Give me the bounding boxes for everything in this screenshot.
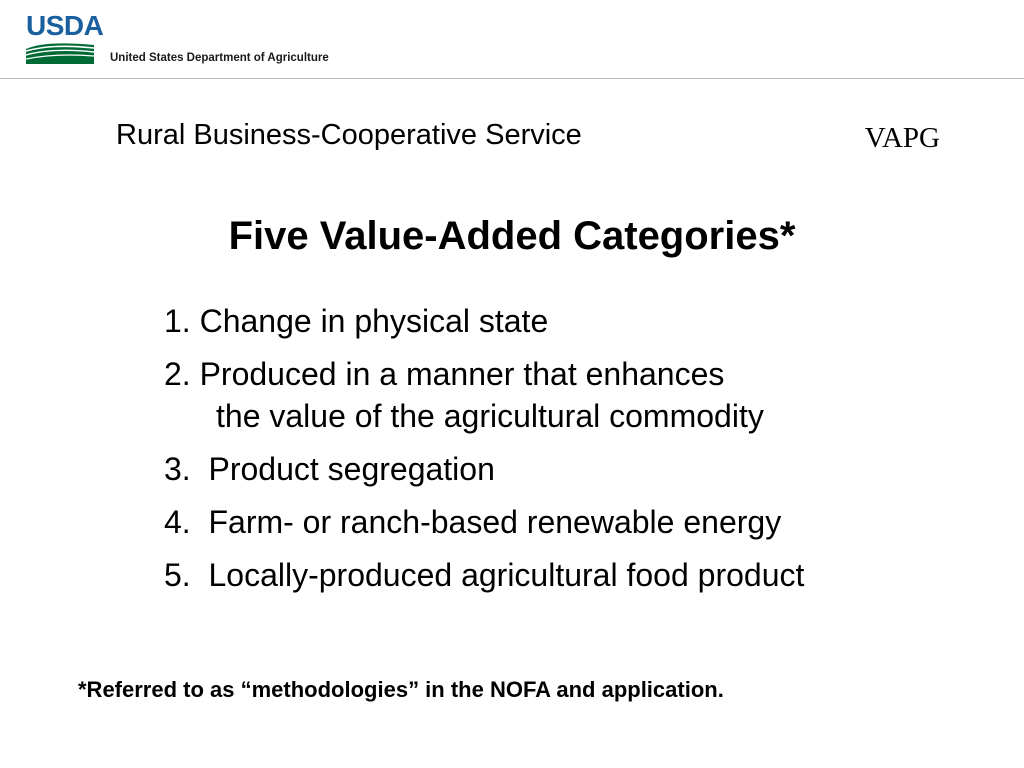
header-divider <box>0 78 1024 79</box>
category-number: 5. <box>164 557 191 593</box>
agency-name: United States Department of Agriculture <box>110 52 329 64</box>
category-text: Locally-produced agricultural food product <box>208 557 805 593</box>
category-item <box>164 501 804 543</box>
category-item <box>164 554 804 596</box>
category-number: 4. <box>164 504 191 540</box>
category-text: Farm- or ranch-based renewable energy <box>208 504 782 540</box>
category-item <box>164 448 804 490</box>
usda-logo-field-icon <box>26 42 94 64</box>
category-number: 3. <box>164 451 191 487</box>
category-list <box>164 300 804 607</box>
slide-title: Five Value-Added Categories* <box>228 214 796 258</box>
category-text: Change in physical state <box>199 303 549 339</box>
slide-header <box>0 0 1024 78</box>
category-text: Produced in a manner that enhances <box>199 356 725 392</box>
category-item <box>164 300 804 342</box>
program-acronym: VAPG <box>864 122 940 154</box>
category-text: Product segregation <box>208 451 495 487</box>
usda-logo <box>26 10 104 64</box>
category-text-continuation: the value of the agricultural commodity <box>216 398 764 434</box>
category-number: 2. <box>164 356 191 392</box>
footnote: *Referred to as “methodologies” in the NOFA and application. <box>78 677 724 702</box>
usda-logo-letters: USDA <box>26 10 104 41</box>
category-item <box>164 353 804 437</box>
service-name: Rural Business-Cooperative Service <box>116 119 582 151</box>
category-number: 1. <box>164 303 191 339</box>
